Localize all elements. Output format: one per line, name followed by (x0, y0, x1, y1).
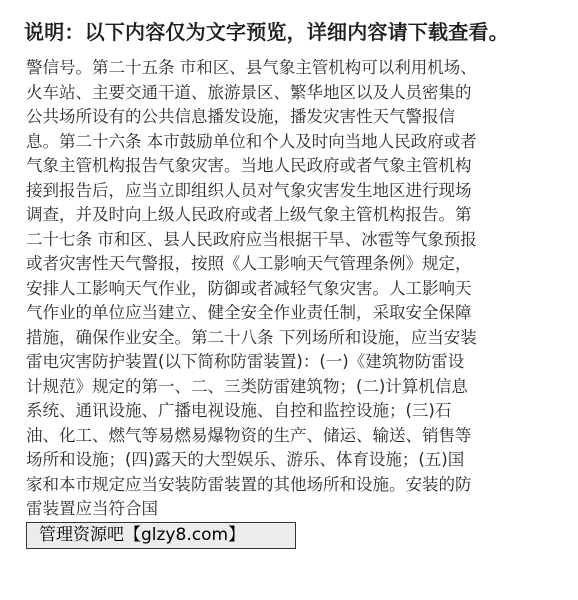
body-text-line: 计规范》规定的第一、二、三类防雷建筑物；(二)计算机信息 (26, 376, 468, 396)
body-text-line: 息。第二十六条 本市鼓励单位和个人及时向当地人民政府或者 (26, 131, 477, 151)
body-text-line: 气作业的单位应当建立、健全安全作业责任制，采取安全保障 (26, 303, 472, 322)
body-text (26, 56, 546, 516)
body-text-line: 雷电灾害防护装置(以下简称防雷装置)：(一)《建筑物防雷设 (26, 352, 465, 371)
body-text-line: 系统、通讯设施、广播电视设施、自控和监控设施；(三)石 (26, 401, 452, 420)
body-text-line: 场所和设施；(四)露天的大型娱乐、游乐、体育设施；(五)国 (26, 450, 465, 469)
body-text-line: 气象主管机构报告气象灾害。当地人民政府或者气象主管机构 (26, 156, 472, 175)
body-text-line: 雷装置应当符合国 (26, 499, 158, 516)
body-text-line: 措施，确保作业安全。第二十八条 下列场所和设施，应当安装 (26, 327, 477, 347)
body-text-line: 火车站、主要交通干道、旅游景区、繁华地区以及人员密集的 (26, 82, 472, 102)
site-watermark: 管理资源吧【glzy8.com】 (26, 522, 296, 549)
body-text-line: 调查，并及时向上级人民政府或者上级气象主管机构报告。第 (26, 205, 472, 224)
body-text-line: 或者灾害性天气警报，按照《人工影响天气管理条例》规定， (26, 254, 472, 273)
body-text-line: 家和本市规定应当安装防雷装置的其他场所和设施。安装的防 (26, 474, 472, 494)
body-text-line: 安排人工影响天气作业，防御或者减轻气象灾害。人工影响天 (26, 278, 472, 298)
preview-notice-heading: 说明：以下内容仅为文字预览，详细内容请下载查看。 (24, 20, 509, 44)
body-text-line: 警信号。第二十五条 市和区、县气象主管机构可以利用机场、 (26, 58, 477, 77)
body-text-line: 二十七条 市和区、县人民政府应当根据干旱、冰雹等气象预报 (26, 229, 477, 249)
body-text-line: 油、化工、燃气等易燃易爆物资的生产、储运、输送、销售等 (26, 425, 472, 445)
body-text-container (26, 56, 546, 516)
body-text-line: 公共场所设有的公共信息播发设施，播发灾害性天气警报信 (26, 107, 455, 126)
body-text-line: 接到报告后，应当立即组织人员对气象灾害发生地区进行现场 (26, 180, 472, 200)
